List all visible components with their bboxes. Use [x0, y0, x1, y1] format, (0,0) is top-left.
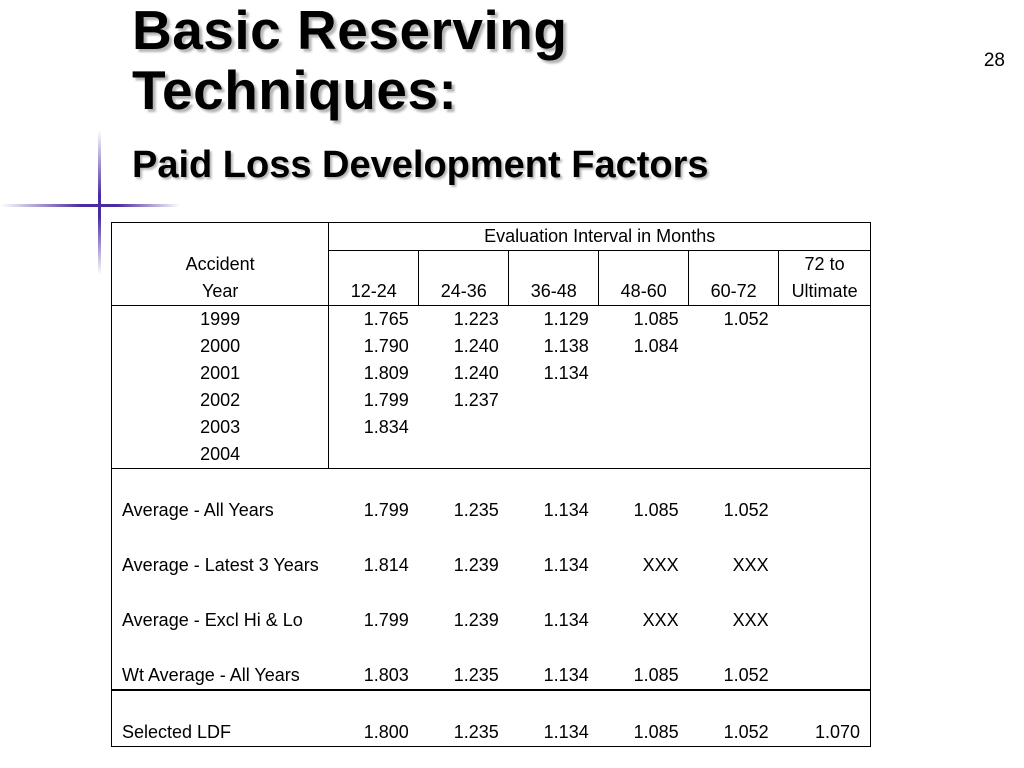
title-line-1: Basic Reserving [132, 0, 568, 61]
selected-cell: 1.235 [419, 719, 509, 747]
factor-cell: 1.237 [453, 390, 499, 410]
stat-cell: 1.052 [723, 665, 769, 685]
factor-cell [689, 360, 779, 387]
accident-year: 2004 [112, 441, 329, 469]
factor-cell: 1.052 [723, 309, 769, 329]
col-header: 36-48 [509, 278, 599, 306]
stat-cell: 1.799 [363, 610, 409, 630]
stat-cell: 1.799 [363, 500, 409, 520]
stat-cell: 1.134 [543, 610, 589, 630]
stat-cell: 1.239 [453, 555, 499, 575]
stat-row [112, 497, 871, 524]
factor-cell [599, 360, 689, 387]
stat-label: Average - Excl Hi & Lo [112, 607, 329, 634]
col-header: 60-72 [689, 278, 779, 306]
stat-cell: 1.052 [723, 500, 769, 520]
factor-cell: 1.834 [329, 414, 419, 441]
title-line-2: Techniques: [132, 59, 458, 121]
stat-row [112, 607, 871, 634]
factor-cell: 1.790 [329, 333, 419, 360]
stat-cell: 1.803 [363, 665, 409, 685]
factor-cell [779, 333, 871, 360]
factor-cell: 1.240 [453, 336, 499, 356]
ldf-table [111, 222, 871, 747]
table-row [112, 360, 871, 387]
table-row [112, 333, 871, 360]
col-header: 48-60 [599, 278, 689, 306]
stat-cell [779, 497, 871, 524]
last-col-header-line2: Ultimate [779, 278, 871, 306]
page-number: 28 [983, 50, 1005, 71]
factor-cell [779, 414, 871, 441]
factor-cell [419, 414, 509, 441]
factor-cell [779, 306, 871, 334]
accident-year: 1999 [112, 306, 329, 334]
factor-cell [599, 441, 689, 469]
stat-cell: XXX [732, 610, 769, 630]
factor-cell [509, 414, 599, 441]
stat-cell [779, 662, 871, 690]
stat-cell: XXX [642, 610, 679, 630]
accident-year: 2003 [112, 414, 329, 441]
stat-cell: 1.134 [543, 555, 589, 575]
stat-label: Wt Average - All Years [112, 662, 329, 690]
factor-cell [779, 441, 871, 469]
factor-cell: 1.138 [543, 336, 589, 356]
stat-cell: XXX [732, 555, 769, 575]
stat-cell: XXX [642, 555, 679, 575]
selected-cell: 1.134 [509, 719, 599, 747]
accident-year: 2000 [112, 333, 329, 360]
factor-cell: 1.084 [633, 336, 679, 356]
selected-cell: 1.070 [779, 719, 871, 747]
factor-cell [599, 414, 689, 441]
stat-label: Average - All Years [112, 497, 329, 524]
stat-cell [779, 552, 871, 579]
factor-cell [509, 387, 599, 414]
accident-header-line1: Accident [112, 251, 329, 279]
factor-cell: 1.134 [543, 363, 589, 383]
stat-label: Average - Latest 3 Years [112, 552, 329, 579]
header-corner [112, 223, 329, 251]
table-row [112, 387, 871, 414]
slide-subtitle: Paid Loss Development Factors [132, 144, 709, 186]
stat-cell: 1.814 [363, 555, 409, 575]
factor-cell: 1.240 [453, 363, 499, 383]
table-row [112, 414, 871, 441]
decorative-vertical-line [98, 130, 101, 275]
factor-cell: 1.809 [329, 360, 419, 387]
last-col-header-line1: 72 to [779, 251, 871, 279]
factor-cell [689, 414, 779, 441]
slide-title [132, 0, 568, 120]
decorative-horizontal-line [0, 204, 180, 207]
factor-cell [689, 387, 779, 414]
stat-cell: 1.085 [633, 665, 679, 685]
factor-cell [689, 333, 779, 360]
table-row [112, 306, 871, 334]
selected-cell: 1.052 [689, 719, 779, 747]
accident-year: 2001 [112, 360, 329, 387]
factor-cell: 1.223 [453, 309, 499, 329]
factor-cell [779, 387, 871, 414]
selected-cell: 1.085 [599, 719, 689, 747]
stat-cell: 1.134 [543, 665, 589, 685]
stat-cell: 1.085 [633, 500, 679, 520]
stat-row [112, 662, 871, 690]
stat-cell: 1.134 [543, 500, 589, 520]
accident-header-line2: Year [112, 278, 329, 306]
stat-cell [779, 607, 871, 634]
stat-cell: 1.235 [453, 665, 499, 685]
stat-row [112, 552, 871, 579]
factor-cell: 1.799 [329, 387, 419, 414]
selected-ldf-row [112, 719, 871, 747]
selected-cell: 1.800 [329, 719, 419, 747]
factor-cell: 1.765 [329, 306, 419, 334]
factor-cell [599, 387, 689, 414]
factor-cell [509, 441, 599, 469]
factor-cell: 1.085 [633, 309, 679, 329]
accident-year: 2002 [112, 387, 329, 414]
selected-ldf-label: Selected LDF [112, 719, 329, 747]
col-header: 24-36 [419, 278, 509, 306]
factor-cell: 1.129 [543, 309, 589, 329]
factor-cell [779, 360, 871, 387]
stat-cell: 1.239 [453, 610, 499, 630]
factor-cell [419, 441, 509, 469]
stat-cell: 1.235 [453, 500, 499, 520]
table-row [112, 441, 871, 469]
factor-cell [689, 441, 779, 469]
group-header: Evaluation Interval in Months [329, 223, 871, 251]
factor-cell [329, 441, 419, 469]
col-header: 12-24 [329, 278, 419, 306]
